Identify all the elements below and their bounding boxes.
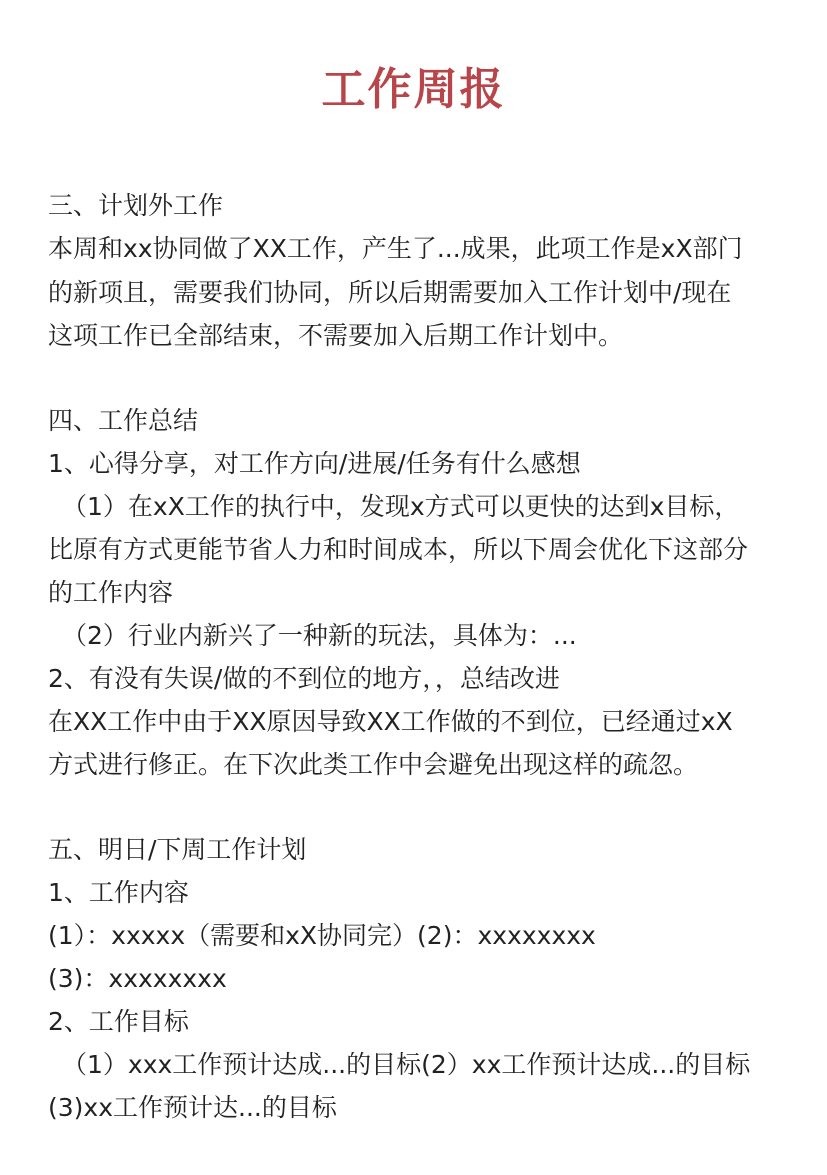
subheading-line: 1、心得分享，对工作方向/进展/任务有什么感想 (48, 449, 581, 478)
paragraph-line: 本周和xx协同做了XX工作，产生了...成果，此项工作是xX部门 (48, 234, 743, 263)
report-title: 工作周报 (321, 64, 506, 115)
paragraph-line: 在XX工作中由于XX原因导致XX工作做的不到位，已经通过xX (48, 707, 733, 736)
subheading-line: 2、工作目标 (48, 1007, 189, 1036)
section-heading-next-week-plan: 五、明日/下周工作计划 (48, 835, 307, 864)
paragraph-line: 的工作内容 (48, 578, 174, 607)
list-item: （1）在xX工作的执行中，发现x方式可以更快的达到x目标， (62, 492, 740, 521)
paragraph-line: 的新项且，需要我们协同，所以后期需要加入工作计划中/现在 (48, 278, 732, 307)
paragraph-line: 这项工作已全部结束，不需要加入后期工作计划中。 (48, 321, 624, 350)
list-item: （1）xxx工作预计达成...的目标(2）xx工作预计达成...的目标 (62, 1050, 751, 1079)
list-item: （2）行业内新兴了一种新的玩法，具体为：... (62, 621, 577, 650)
paragraph-line: 方式进行修正。在下次此类工作中会避免出现这样的疏忽。 (48, 750, 699, 779)
list-item: (3)：xxxxxxxx (48, 964, 227, 993)
section-heading-work-summary: 四、工作总结 (48, 406, 199, 435)
list-item: (3)xx工作预计达...的目标 (48, 1093, 337, 1122)
section-heading-unplanned-work: 三、计划外工作 (48, 191, 224, 220)
subheading-line: 1、工作内容 (48, 878, 189, 907)
list-item: (1）：xxxxx（需要和xX协同完）(2)：xxxxxxxx (48, 921, 596, 950)
subheading-line: 2、有没有失误/做的不到位的地方，，总结改进 (48, 664, 560, 693)
paragraph-line: 比原有方式更能节省人力和时间成本，所以下周会优化下这部分 (48, 535, 749, 564)
